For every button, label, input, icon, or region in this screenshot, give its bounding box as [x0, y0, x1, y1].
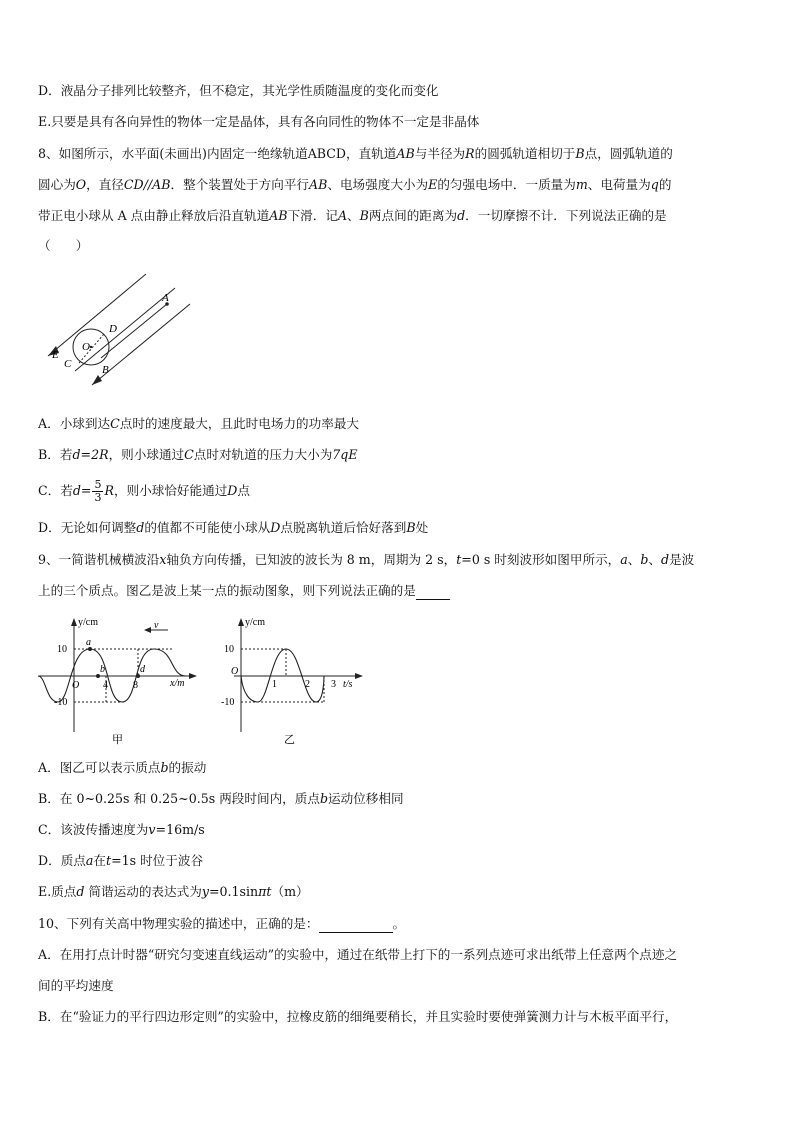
label-a: A	[162, 292, 169, 304]
q8-answer-paren: （ ）	[38, 238, 89, 253]
velocity-label: v	[154, 620, 159, 631]
origin-label: O	[72, 680, 80, 691]
label-c: C	[64, 358, 72, 370]
vibration-ylabel: y/cm	[245, 617, 265, 628]
q9-option-e: E.质点d 简谐运动的表达式为y=0.1sinπt（m）	[38, 884, 309, 899]
label-e: E	[52, 349, 59, 361]
t-tick-3: 3	[331, 679, 336, 690]
y-tick-10: 10	[224, 644, 234, 655]
q9-vibration-graph	[220, 614, 370, 749]
q10-option-b: B．在“验证力的平行四边形定则”的实验中，拉橡皮筋的细绳要稍长，并且实验时要使弹簧测力计与木板平面平行，	[38, 1009, 678, 1024]
label-d: d	[140, 664, 145, 675]
q8-option-b: B．若d=2R，则小球通过C点时对轨道的压力大小为7qE	[38, 447, 358, 462]
q7-option-e: E.只要是具有各向异性的物体一定是晶体，具有各向同性的物体不一定是非晶体	[38, 114, 480, 129]
q9-option-d: D．质点a在t=1s 时位于波谷	[38, 853, 204, 868]
label-d: D	[109, 323, 117, 335]
answer-blank[interactable]	[416, 583, 450, 600]
x-tick-4: 4	[103, 680, 108, 691]
origin-label: O	[231, 666, 239, 677]
x-tick-8: 8	[133, 680, 138, 691]
q9-stem-line2: 上的三个质点。图乙是波上某一点的振动图象，则下列说法正确的是	[38, 583, 450, 600]
q8-stem-line3: 带正电小球从 A 点由静止释放后沿直轨道AB下滑．记A、B两点间的距离为d．一切摩擦不计．下列说法正确的是	[38, 208, 667, 223]
q8-option-d: D．无论如何调整d的值都不可能使小球从D点脱离轨道后恰好落到B处	[38, 520, 429, 535]
q9-waveform-graph	[34, 614, 204, 749]
q8-stem-line1: 8、如图所示，水平面(未画出)内固定一绝缘轨道ABCD，直轨道AB与半径为R的圆弧轨道相切于B点，圆弧轨道的	[38, 146, 673, 161]
label-b: B	[102, 364, 109, 376]
q8-option-a: A．小球到达C点时的速度最大，且此时电场力的功率最大	[38, 416, 359, 431]
field-line-1	[48, 274, 146, 356]
caption-jia: 甲	[112, 734, 123, 746]
q8-stem-line2: 圆心为O，直径CD//AB．整个装置处于方向平行AB、电场强度大小为E的匀强电场中．一质量为m、电荷量为q的	[38, 177, 672, 192]
q10-option-a-line2: 间的平均速度	[38, 978, 114, 993]
y-tick-neg10: -10	[221, 697, 235, 708]
fraction-five-thirds: $\frac{5}{3}$	[94, 478, 102, 504]
label-o: O	[82, 341, 90, 353]
label-a: a	[86, 637, 91, 648]
q9-option-b: B．在 0~0.25s 和 0.25~0.5s 两段时间内，质点b运动位移相同	[38, 791, 404, 806]
q7-option-d: D．液晶分子排列比较整齐，但不稳定，其光学性质随温度的变化而变化	[38, 83, 439, 98]
caption-yi: 乙	[284, 734, 295, 746]
label-b: b	[100, 664, 105, 675]
field-arrow-3	[92, 375, 102, 385]
vibration-xlabel: t/s	[343, 679, 353, 690]
q10-stem: 10、下列有关高中物理实验的描述中，正确的是： 。	[38, 916, 406, 931]
waveform-xlabel: x/m	[170, 678, 185, 689]
y-tick-neg10: -10	[54, 697, 68, 708]
t-tick-1: 1	[272, 679, 277, 690]
y-tick-10: 10	[57, 644, 67, 655]
q9-option-c: C．该波传播速度为v=16m/s	[38, 822, 205, 837]
q9-option-a: A．图乙可以表示质点b的振动	[38, 760, 207, 775]
q8-option-c: C．若d= $\frac{5}{3}$ R，则小球恰好能通过D点	[38, 478, 250, 504]
answer-blank[interactable]	[319, 916, 393, 933]
q9-stem-line1: 9、一简谐机械横波沿x轴负方向传播，已知波的波长为 8 m，周期为 2 s，t=0 s 时刻波形如图甲所示，a、b、d是波	[38, 552, 695, 567]
t-tick-2: 2	[305, 679, 310, 690]
waveform-ylabel: y/cm	[78, 617, 98, 628]
q10-option-a-line1: A．在用打点计时器“研究匀变速直线运动”的实验中，通过在纸带上打下的一系列点迹可求出纸带上任意两个点迹之	[38, 947, 678, 962]
q8-track-diagram	[42, 268, 202, 386]
